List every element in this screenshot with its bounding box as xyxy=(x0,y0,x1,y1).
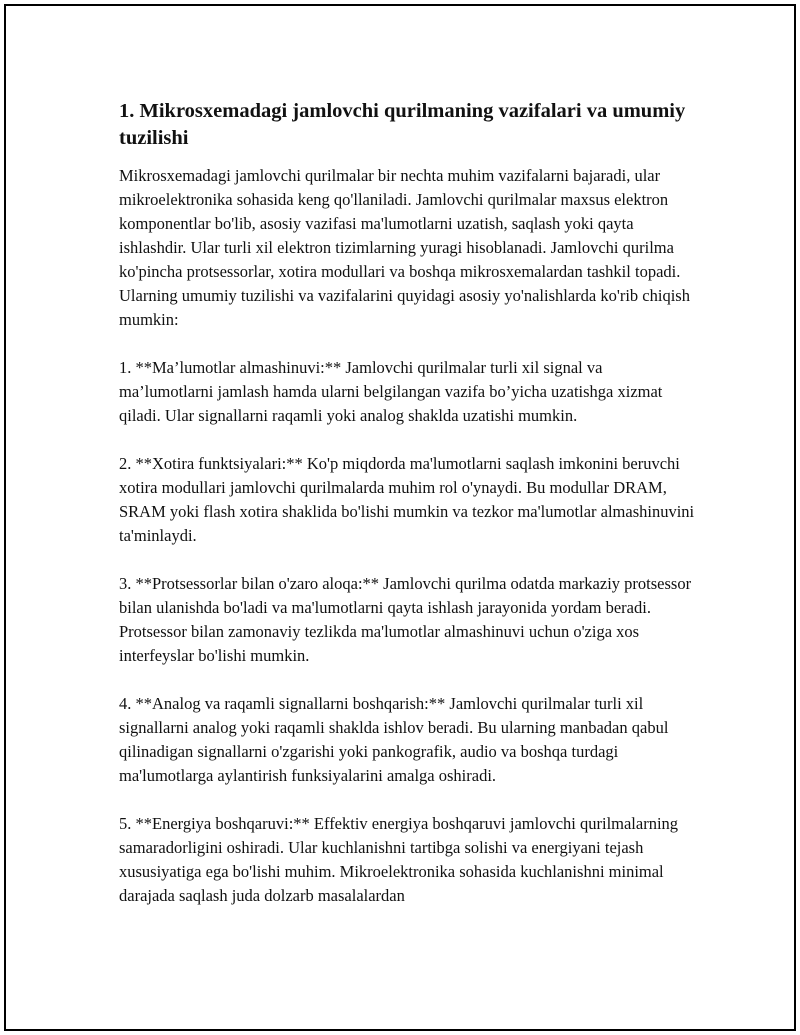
list-item-signal-control: 4. **Analog va raqamli signallarni boshqarish:** Jamlovchi qurilmalar turli xil signallarni analog yoki raqamli shaklda ishlov beradi. Bu ularning manbadan qabul qilinadigan signallarni o'zgarishi yoki pankografik, audio va boshqa turdagi ma'lumotlarga aylantirish funksiyalarini amalga oshiradi. xyxy=(119,694,669,785)
document-heading: 1. Mikrosxemadagi jamlovchi qurilmaning vazifalari va umumiy tuzilishi xyxy=(119,100,686,149)
list-item-energy-management: 5. **Energiya boshqaruvi:** Effektiv energiya boshqaruvi jamlovchi qurilmalarning samaradorligini oshiradi. Ular kuchlanishni tartibga solishi va energiyani tejash xususiyatiga ega bo'lishi muhim. Mikroelektronika sohasida kuchlanishni minimal darajada saqlash juda dolzarb masalalardan xyxy=(119,814,679,905)
page-frame xyxy=(4,4,796,1031)
list-item-memory-functions: 2. **Xotira funktsiyalari:** Ko'p miqdorda ma'lumotlarni saqlash imkonini beruvchi xotira modullari jamlovchi qurilmalarda muhim rol o'ynaydi. Bu modullar DRAM, SRAM yoki flash xotira shaklida bo'lishi mumkin va tezkor ma'lumotlar almashinuvini ta'minlaydi. xyxy=(119,454,695,545)
list-item-processor-interaction: 3. **Protsessorlar bilan o'zaro aloqa:** Jamlovchi qurilma odatda markaziy protsessor bilan ulanishda bo'ladi va ma'lumotlarni qayta ishlash jarayonida yordam beradi. Protsessor bilan zamonaviy tezlikda ma'lumotlar almashinuvi uchun o'ziga xos interfeyslar bo'lishi mumkin. xyxy=(119,574,692,665)
list-item-data-exchange: 1. **Ma’lumotlar almashinuvi:** Jamlovchi qurilmalar turli xil signal va ma’lumotlarni jamlash hamda ularni belgilangan vazifa bo’yicha uzatishga xizmat qiladi. Ular signallarni raqamli yoki analog shaklda uzatishi mumkin. xyxy=(119,358,663,425)
intro-paragraph: Mikrosxemadagi jamlovchi qurilmalar bir nechta muhim vazifalarni bajaradi, ular mikroelektronika sohasida keng qo'llaniladi. Jamlovchi qurilmalar maxsus elektron komponentlar bo'lib, asosiy vazifasi ma'lumotlarni uzatish, saqlash yoki qayta ishlashdir. Ular turli xil elektron tizimlarning yuragi hisoblanadi. Jamlovchi qurilma ko'pincha protsessorlar, xotira modullari va boshqa mikrosxemalardan tashkil topadi. Ularning umumiy tuzilishi va vazifalarini quyidagi asosiy yo'nalishlarda ko'rib chiqish mumkin: xyxy=(119,166,690,329)
document-content xyxy=(119,98,699,932)
